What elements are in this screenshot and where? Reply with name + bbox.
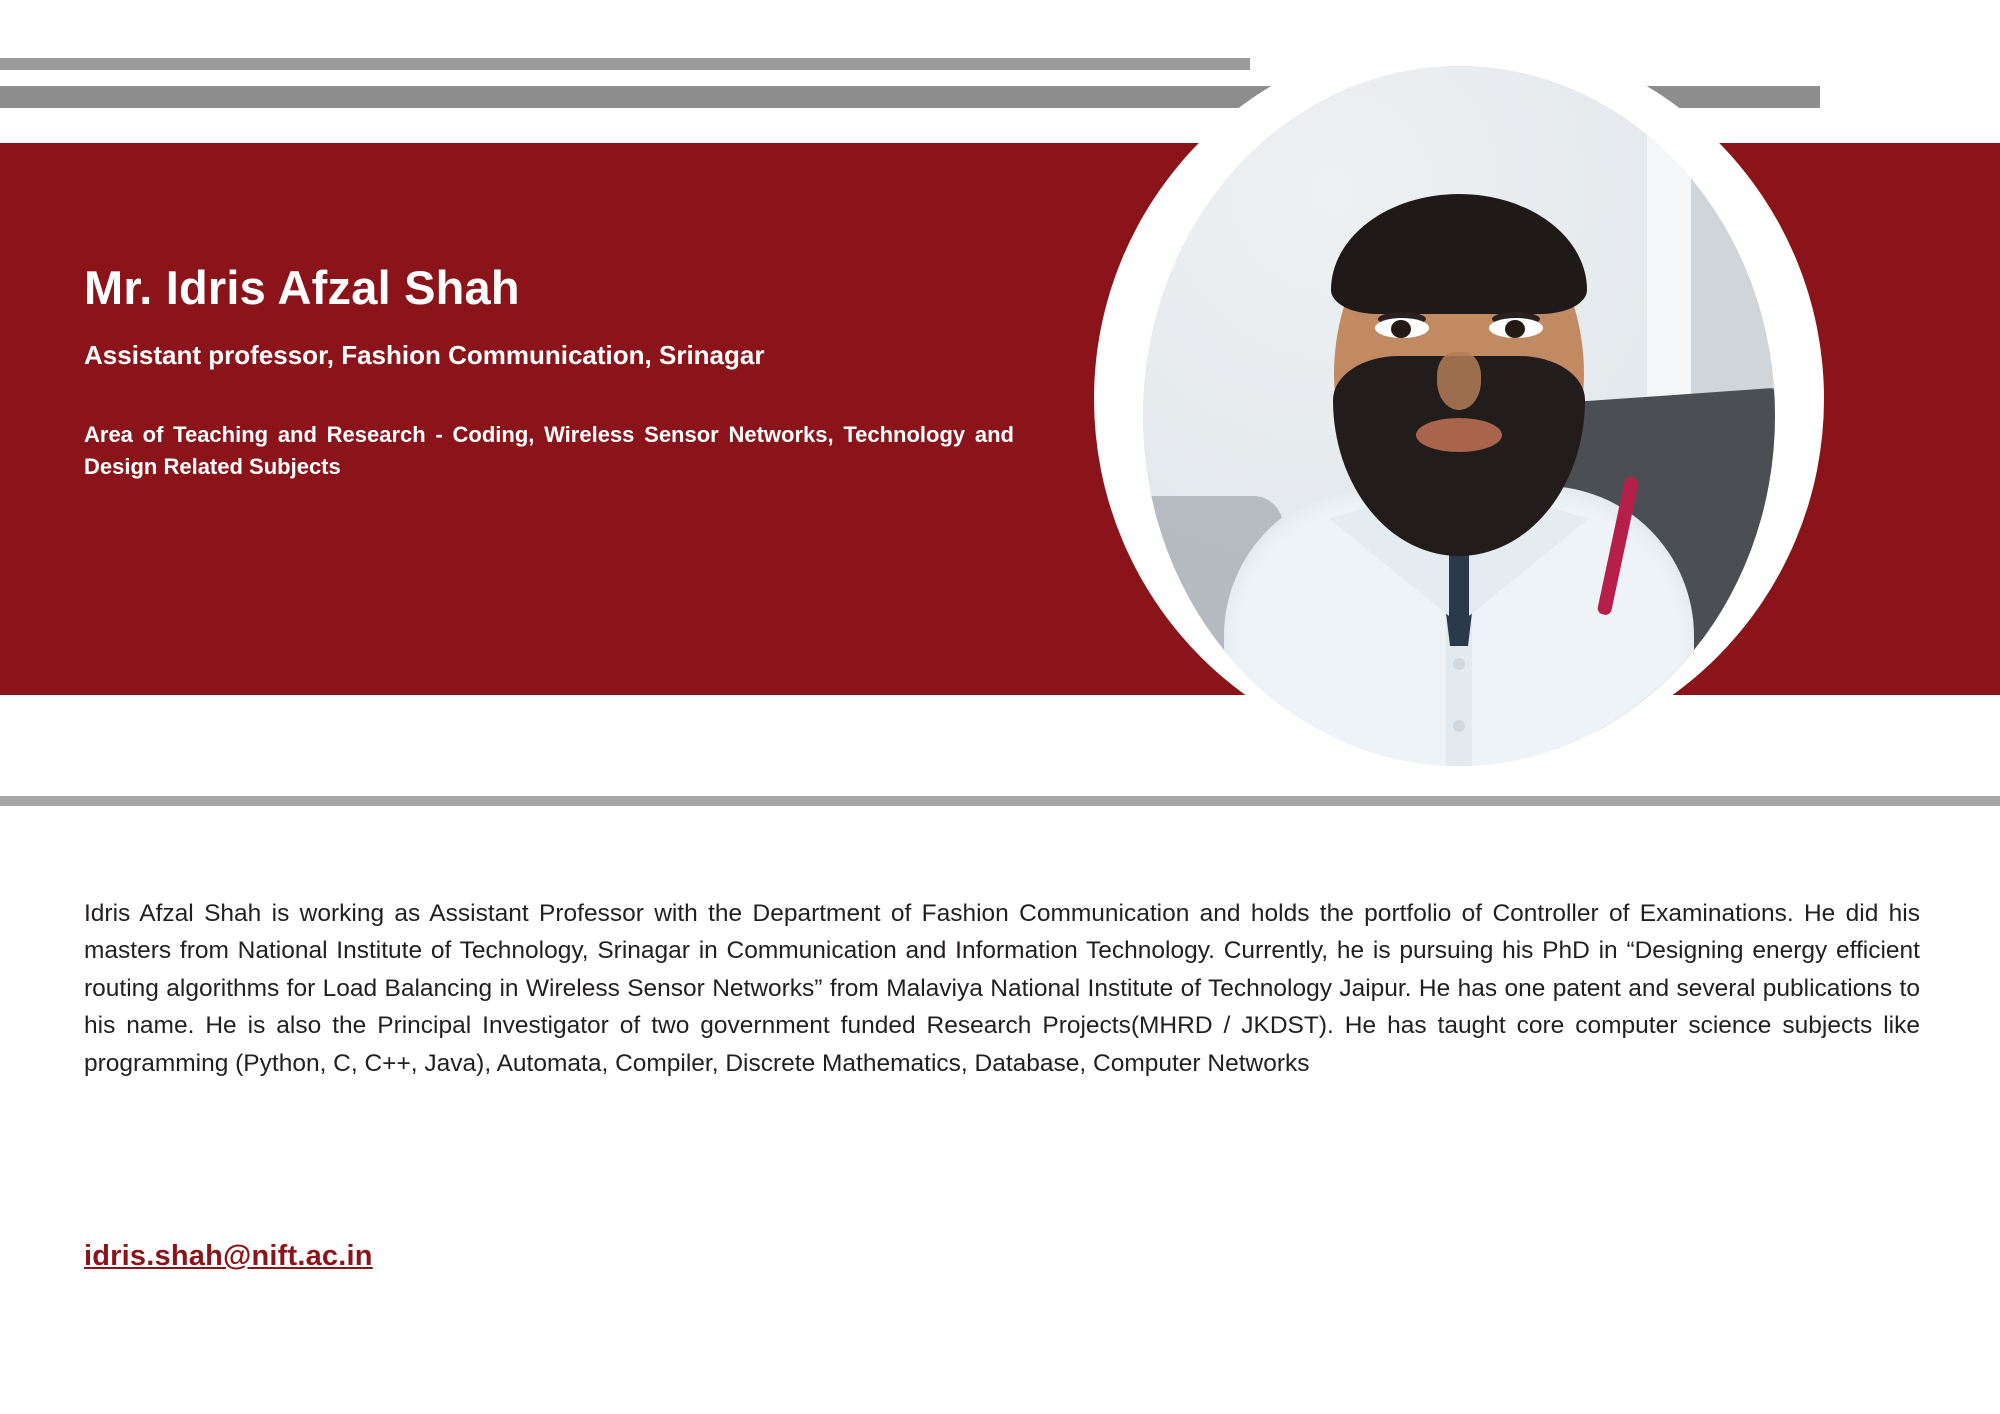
profile-biography: Idris Afzal Shah is working as Assistant Professor with the Department of Fashion Communication and holds the portfolio of Controller of Examinations. He did his masters from National Institute of Technology, Srinagar in Communication and Information Technology. Currently, he is pursuing his PhD in “Designing energy efficient routing algorithms for Load Balancing in Wireless Sensor Networks” from Malaviya National Institute of Technology Jaipur. He has one patent and several publications to his name. He is also the Principal Investigator of two government funded Research Projects(MHRD / JKDST). He has taught core computer science subjects like programming (Python, C, C++, Java), Automata, Compiler, Discrete Mathematics, Database, Computer Networks	[84, 900, 1920, 1077]
portrait-photo	[1143, 66, 1775, 766]
portrait-illustration	[1143, 66, 1775, 766]
profile-role: Assistant professor, Fashion Communication, Srinagar	[84, 339, 765, 370]
decorative-stripe-top-thin	[0, 58, 1250, 70]
hair	[1331, 194, 1587, 314]
decorative-stripe-divider	[0, 796, 2000, 806]
hero-text-block	[84, 262, 1024, 482]
nose	[1437, 352, 1481, 410]
pupil-left	[1391, 320, 1411, 338]
background-wall-edge	[1647, 66, 1691, 406]
shirt-button-lower	[1453, 720, 1465, 732]
shirt-button-upper	[1453, 658, 1465, 670]
email-link[interactable]: idris.shah@nift.ac.in	[84, 1240, 373, 1272]
profile-area-of-teaching: Area of Teaching and Research - Coding, Wireless Sensor Networks, Technology and Design Related Subjects	[84, 421, 1014, 479]
pupil-right	[1505, 320, 1525, 338]
page-title: Mr. Idris Afzal Shah	[84, 261, 520, 314]
mouth	[1416, 418, 1502, 452]
